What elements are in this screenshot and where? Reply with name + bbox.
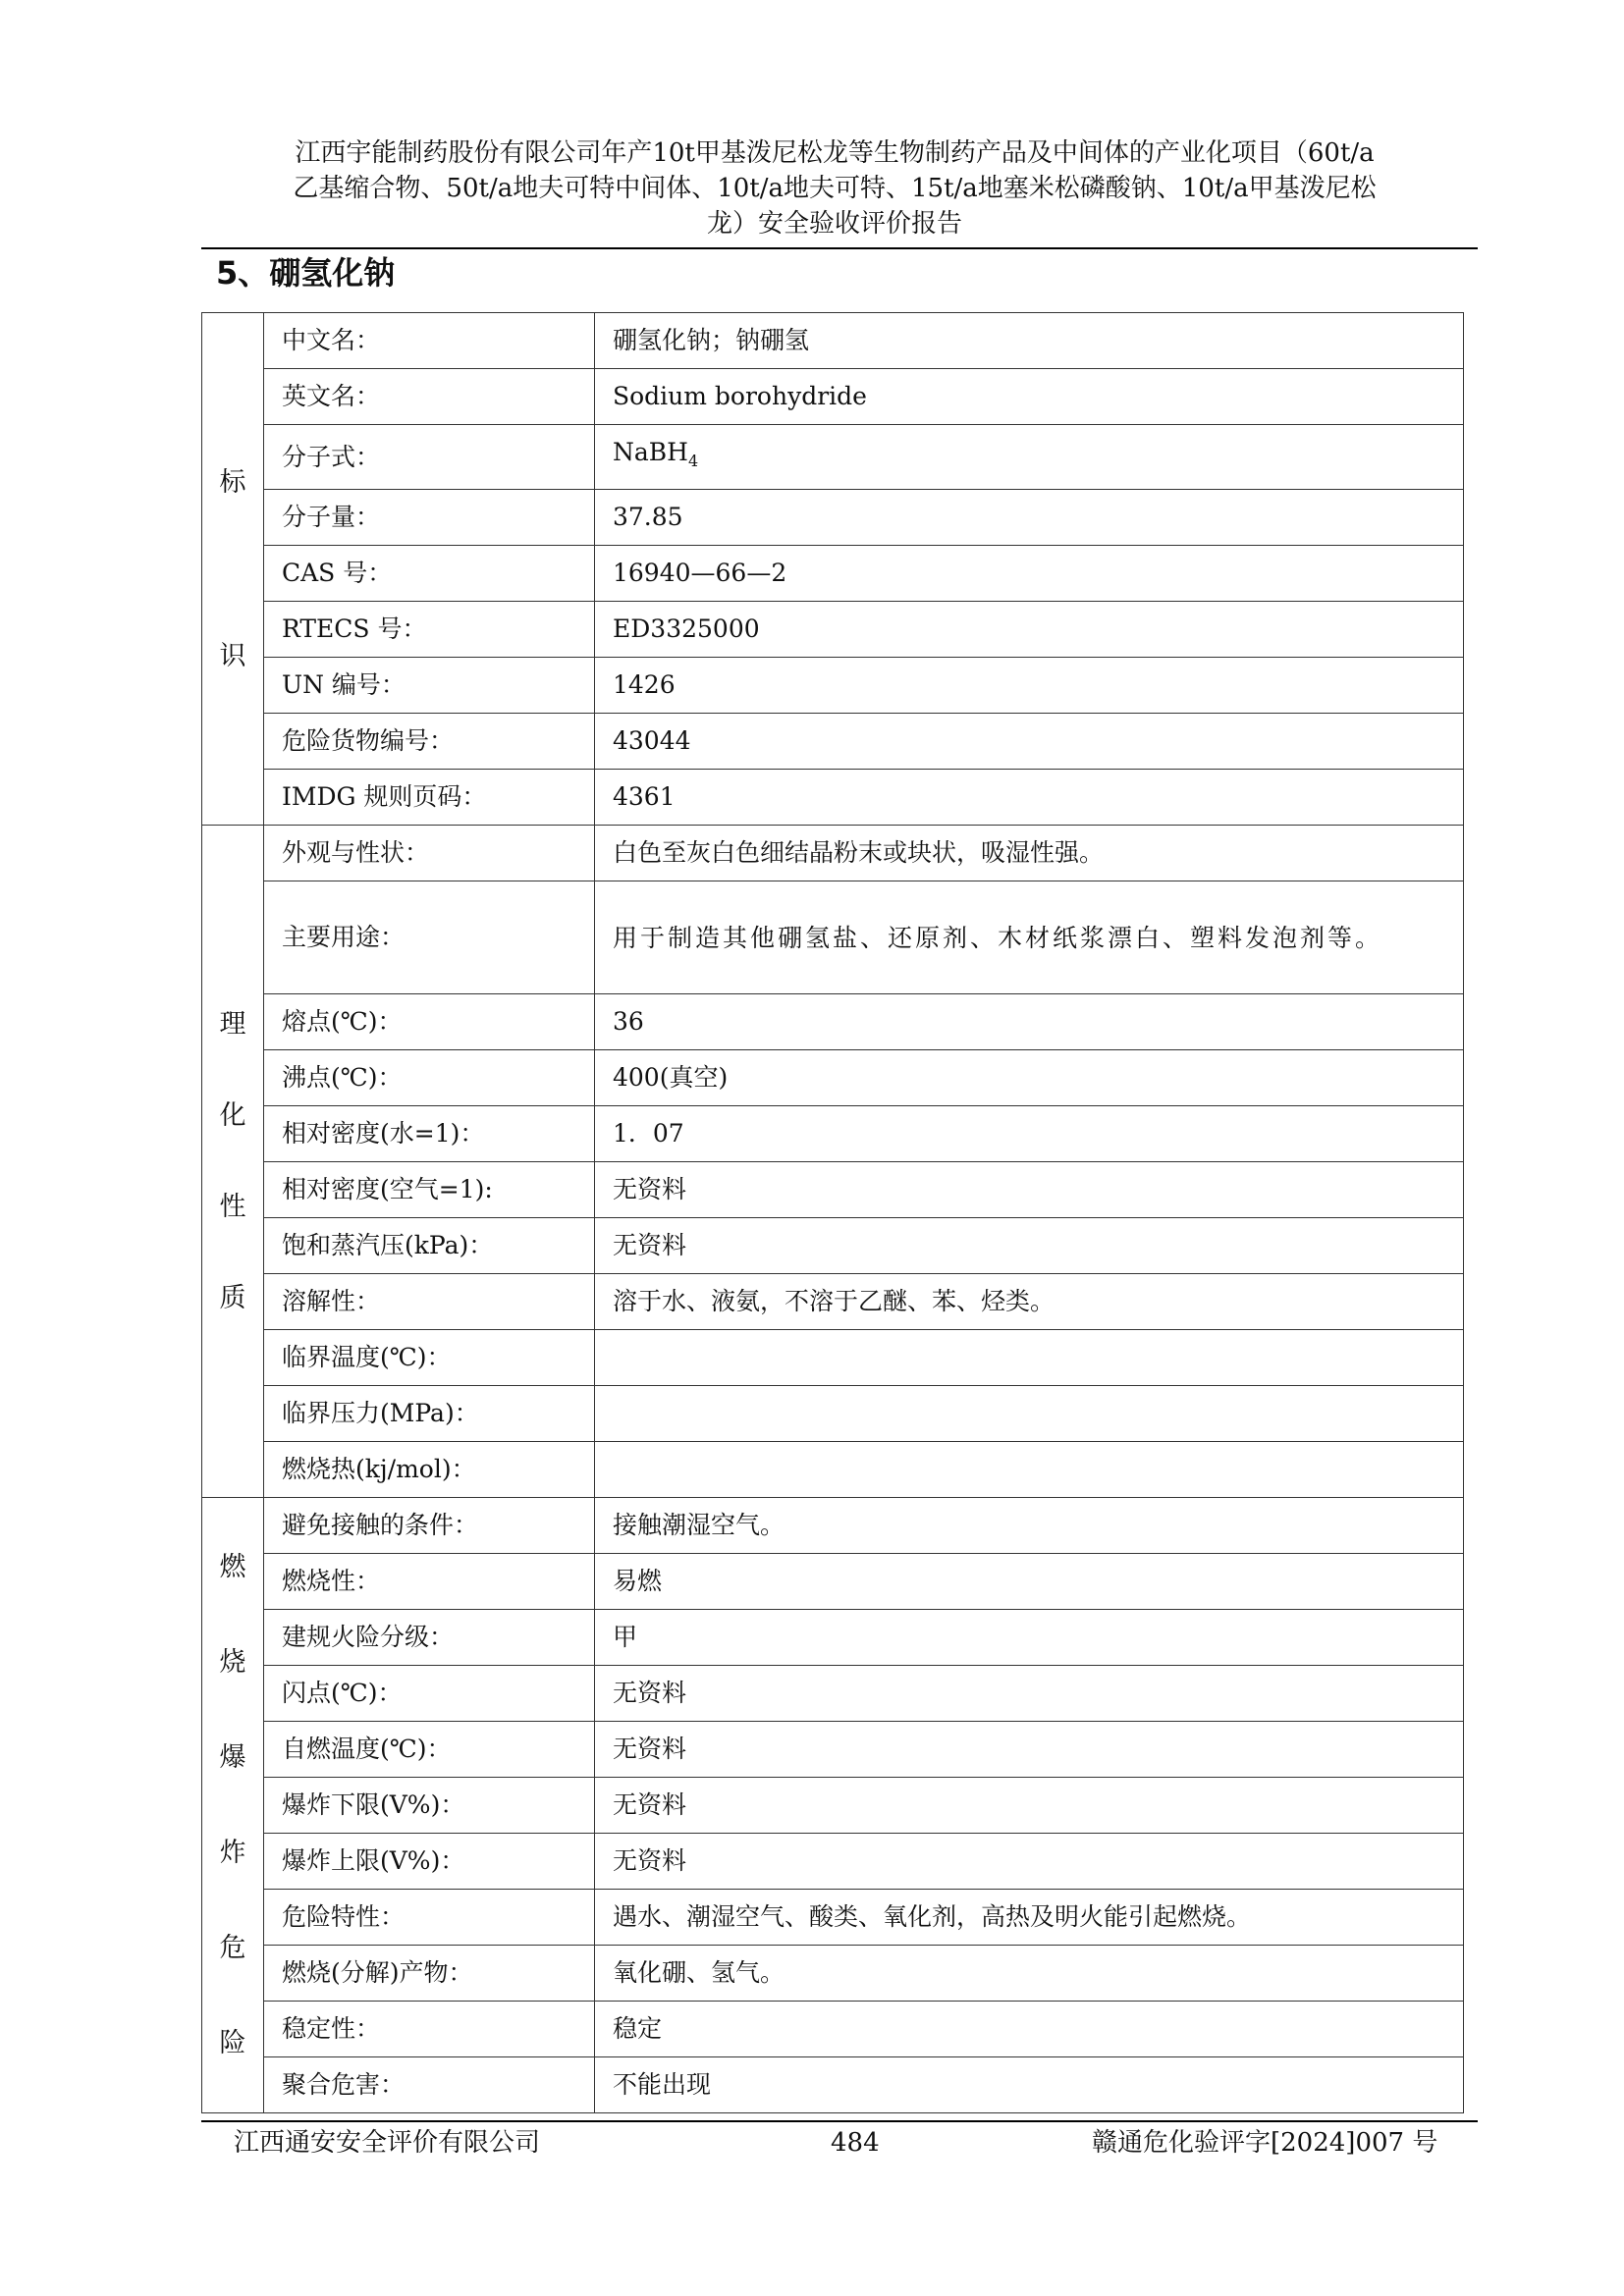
table-row [202,1834,1464,1890]
field-value: 无资料 [595,1778,1464,1834]
field-label: 危险特性： [264,1890,595,1946]
table-row [202,826,1464,881]
field-label: 爆炸上限(V%)： [264,1834,595,1890]
category-identification [202,313,264,826]
table-row [202,313,1464,369]
field-value: 易燃 [595,1554,1464,1610]
field-label: 避免接触的条件： [264,1498,595,1554]
field-value: 43044 [595,714,1464,770]
field-value: Sodium borohydride [595,369,1464,425]
footer-rule [201,2120,1478,2122]
table-row [202,658,1464,714]
category-char: 标 [219,466,246,498]
field-value: 无资料 [595,1834,1464,1890]
header-rule [201,247,1478,249]
table-row [202,1666,1464,1722]
table-row [202,425,1464,490]
table-row [202,602,1464,658]
table-row [202,2057,1464,2113]
field-value: 稳定 [595,2002,1464,2057]
field-label: 危险货物编号： [264,714,595,770]
field-label: 燃烧热(kj/mol)： [264,1442,595,1498]
footer-document-number: 赣通危化验评字[2024]007 号 [1092,2128,1438,2158]
field-label: 沸点(℃)： [264,1050,595,1106]
field-value: 硼氢化钠；钠硼氢 [595,313,1464,369]
formula-main: NaBH [613,438,688,466]
field-value: 400(真空) [595,1050,1464,1106]
category-char: 识 [219,640,246,671]
table-row [202,1554,1464,1610]
field-value: 1426 [595,658,1464,714]
footer-company: 江西通安安全评价有限公司 [234,2128,541,2158]
table-row [202,1722,1464,1778]
field-label: 燃烧性： [264,1554,595,1610]
table-row [202,1274,1464,1330]
field-value: 遇水、潮湿空气、酸类、氧化剂，高热及明火能引起燃烧。 [595,1890,1464,1946]
field-label: RTECS 号： [264,602,595,658]
msds-table [201,312,1464,2113]
field-value: 接触潮湿空气。 [595,1498,1464,1554]
field-label: 相对密度(水=1)： [264,1106,595,1162]
field-label: 临界压力(MPa)： [264,1386,595,1442]
field-value [595,1330,1464,1386]
category-char: 理 [219,1009,246,1040]
category-char: 化 [219,1100,246,1131]
field-value: 无资料 [595,1162,1464,1218]
table-row [202,1442,1464,1498]
category-char: 险 [219,2028,246,2058]
field-label: 溶解性： [264,1274,595,1330]
table-row [202,490,1464,546]
field-value [595,1386,1464,1442]
table-row [202,1498,1464,1554]
category-char: 燃 [219,1552,246,1582]
footer-page-number: 484 [831,2128,880,2158]
category-physchem [202,826,264,1498]
field-value: 16940—66—2 [595,546,1464,602]
field-label: 燃烧(分解)产物： [264,1946,595,2002]
table-row [202,1946,1464,2002]
field-label: 稳定性： [264,2002,595,2057]
table-row [202,1106,1464,1162]
table-row [202,1218,1464,1274]
field-value: 白色至灰白色细结晶粉末或块状，吸湿性强。 [595,826,1464,881]
field-value: 用于制造其他硼氢盐、还原剂、木材纸浆漂白、塑料发泡剂等。 [595,881,1464,994]
table-row [202,770,1464,826]
field-value: 不能出现 [595,2057,1464,2113]
field-label: CAS 号： [264,546,595,602]
table-row [202,546,1464,602]
header-line-3: 龙）安全验收评价报告 [706,209,962,239]
category-char: 烧 [219,1647,246,1678]
field-value: 甲 [595,1610,1464,1666]
category-char: 危 [219,1933,246,1963]
field-value: 溶于水、液氨，不溶于乙醚、苯、烃类。 [595,1274,1464,1330]
field-value: 无资料 [595,1722,1464,1778]
field-label: 饱和蒸汽压(kPa)： [264,1218,595,1274]
category-char: 爆 [219,1742,246,1773]
field-value: 1．07 [595,1106,1464,1162]
field-value: 4361 [595,770,1464,826]
field-value: 36 [595,994,1464,1050]
category-char: 炸 [219,1838,246,1868]
field-value-formula [595,425,1464,490]
field-label: 分子量： [264,490,595,546]
header-line-2: 乙基缩合物、50t/a地夫可特中间体、10t/a地夫可特、15t/a地塞米松磷酸钠、10t/a甲基泼尼松 [293,174,1377,203]
field-value [595,1442,1464,1498]
field-label: IMDG 规则页码： [264,770,595,826]
category-char: 性 [219,1192,246,1222]
table-row [202,714,1464,770]
field-label: 临界温度(℃)： [264,1330,595,1386]
field-label: 外观与性状： [264,826,595,881]
category-fire [202,1498,264,2113]
table-row [202,1890,1464,1946]
table-row [202,1162,1464,1218]
formula-subscript: 4 [687,452,699,470]
field-label: 自燃温度(℃)： [264,1722,595,1778]
field-label: 主要用途： [264,881,595,994]
field-label: 英文名： [264,369,595,425]
header-line-1: 江西宇能制药股份有限公司年产10t甲基泼尼松龙等生物制药产品及中间体的产业化项目（60t/a [295,138,1375,168]
field-label: 熔点(℃)： [264,994,595,1050]
table-row [202,2002,1464,2057]
field-value: 氧化硼、氢气。 [595,1946,1464,2002]
field-label: 中文名： [264,313,595,369]
field-label: 建规火险分级： [264,1610,595,1666]
field-value: 无资料 [595,1666,1464,1722]
table-row [202,1610,1464,1666]
field-value: ED3325000 [595,602,1464,658]
table-row [202,369,1464,425]
table-row [202,994,1464,1050]
field-label: 闪点(℃)： [264,1666,595,1722]
field-label: 聚合危害： [264,2057,595,2113]
field-label: 相对密度(空气=1): [264,1162,595,1218]
table-row [202,1386,1464,1442]
field-label: 分子式： [264,425,595,490]
table-row [202,1778,1464,1834]
table-row [202,1050,1464,1106]
field-value: 37.85 [595,490,1464,546]
field-label: UN 编号： [264,658,595,714]
table-row [202,1330,1464,1386]
table-row [202,881,1464,994]
category-char: 质 [219,1283,246,1313]
section-title: 5、硼氢化钠 [216,254,396,292]
field-label: 爆炸下限(V%)： [264,1778,595,1834]
field-value: 无资料 [595,1218,1464,1274]
report-header [201,135,1468,241]
